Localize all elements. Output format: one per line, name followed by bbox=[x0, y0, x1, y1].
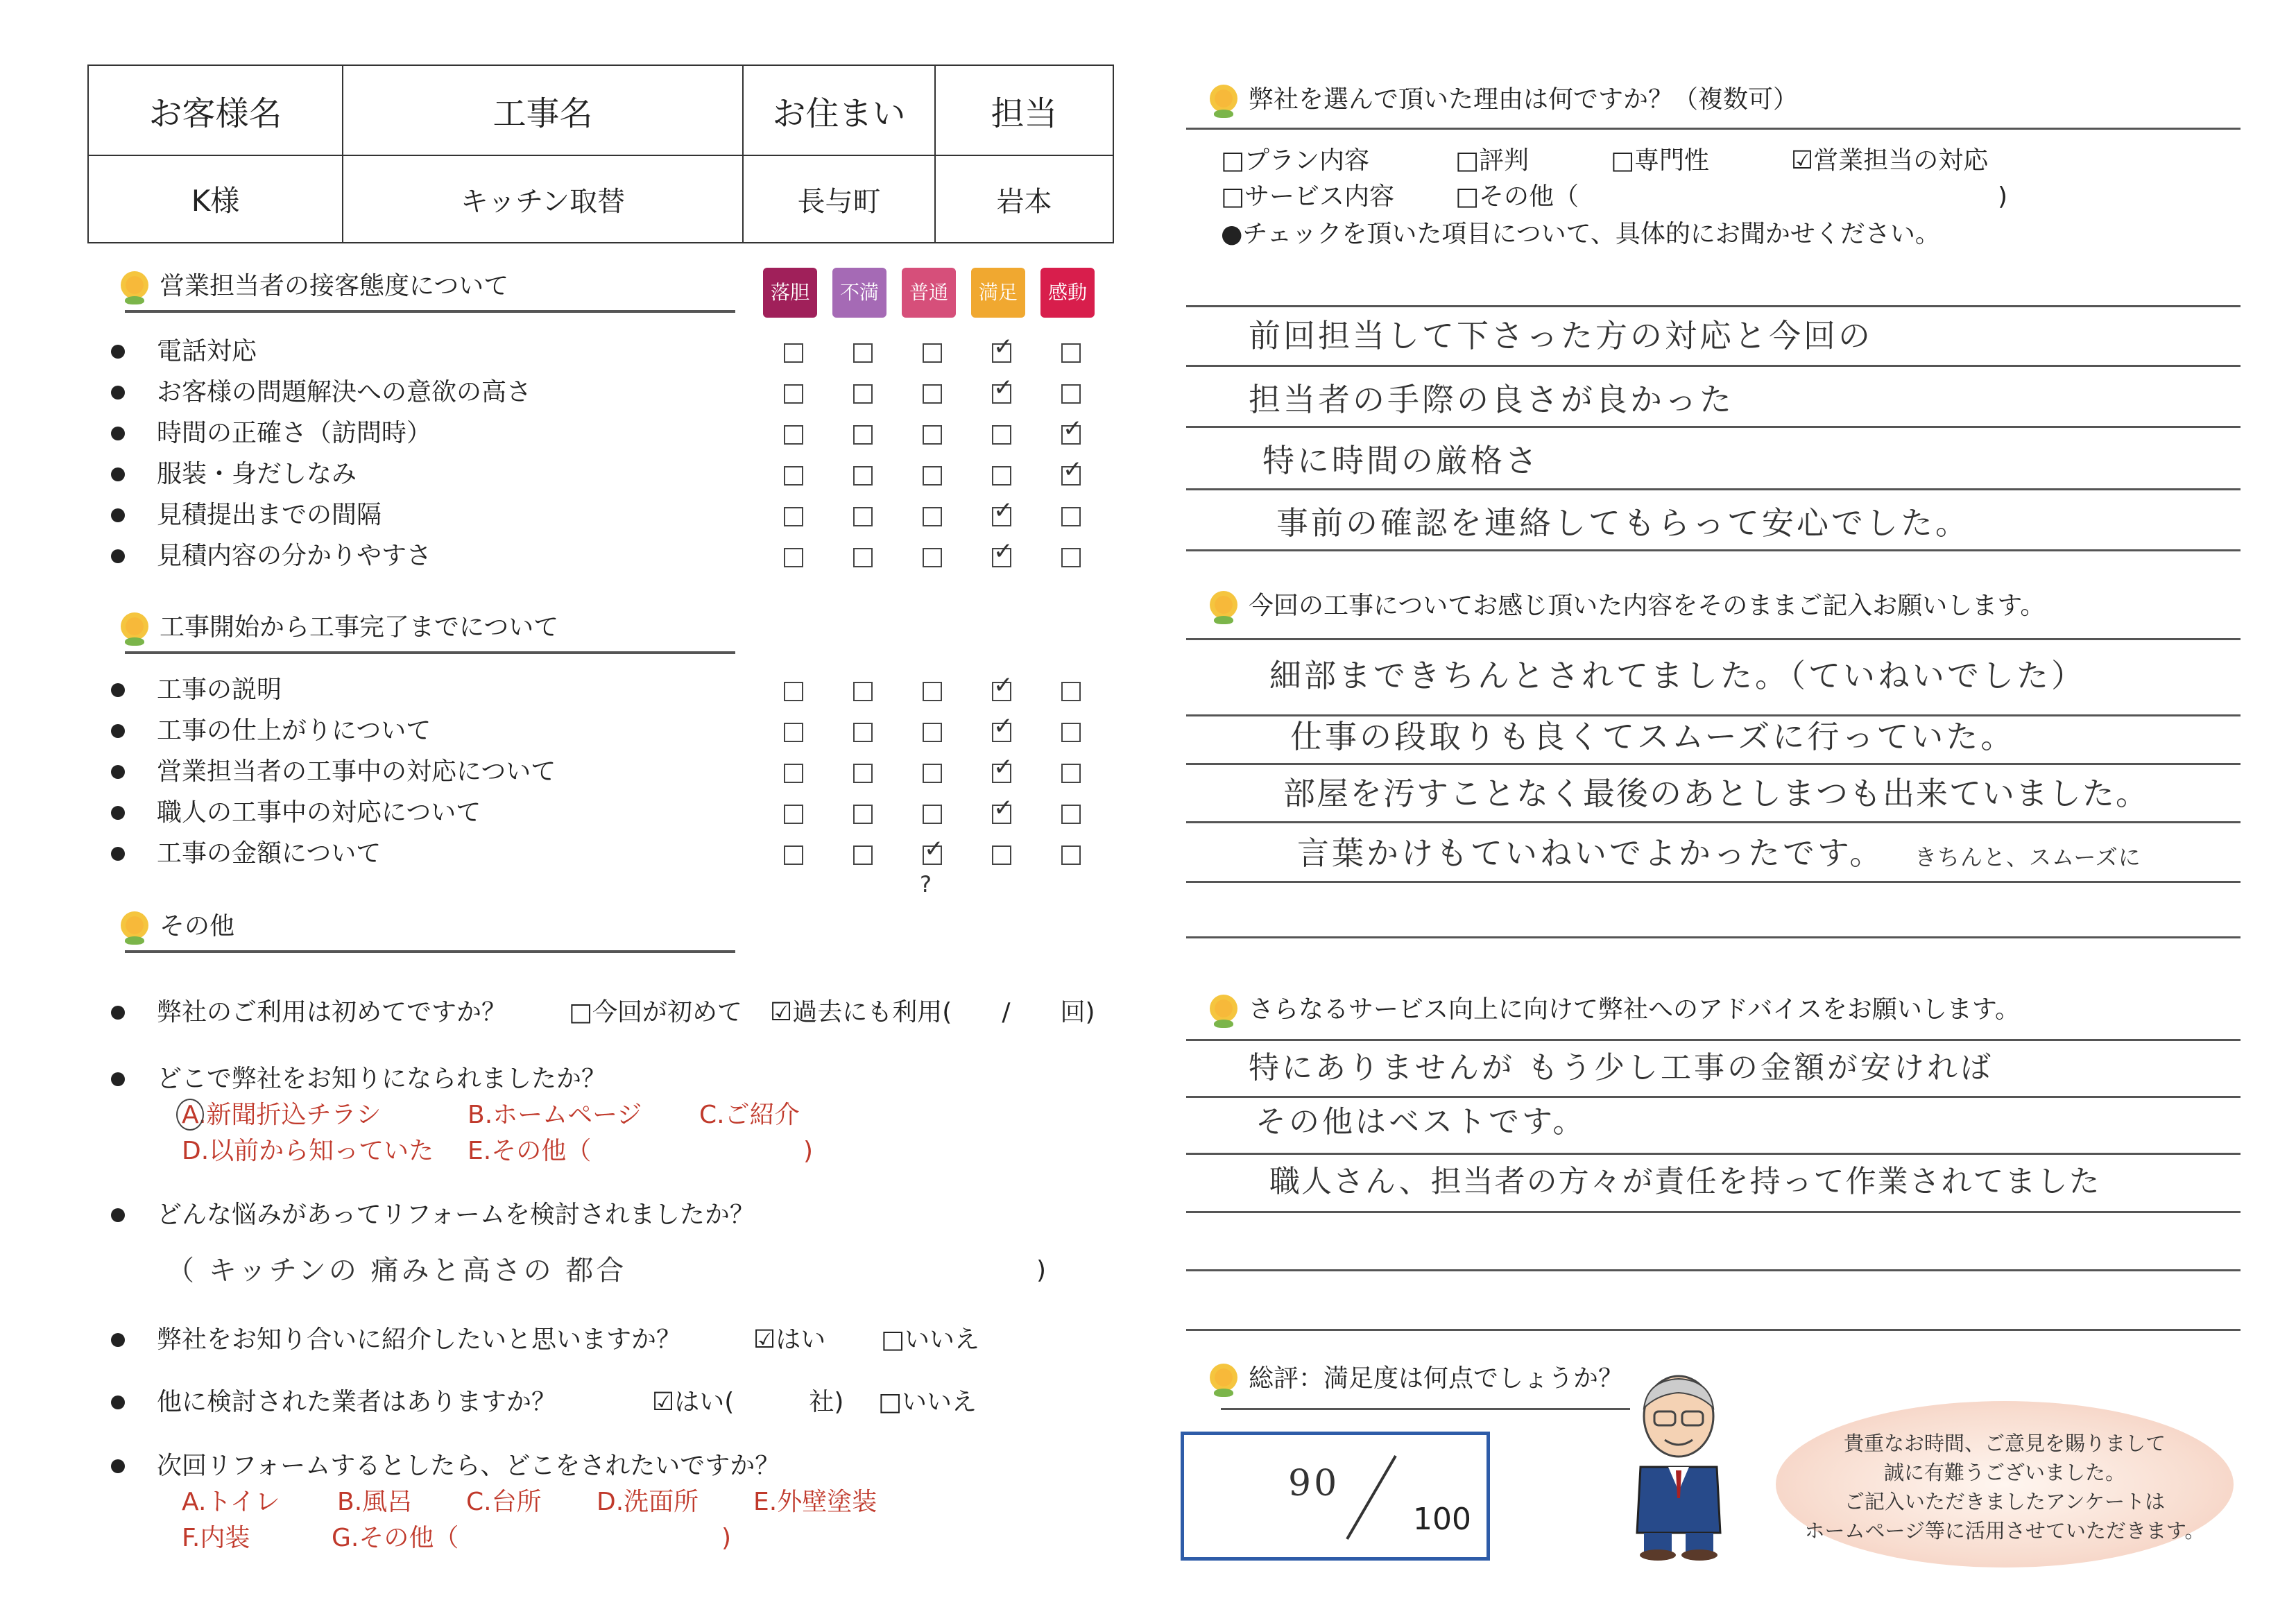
flower-icon bbox=[1207, 83, 1240, 117]
section-title: 総評：満足度は何点でしょうか？ bbox=[1249, 1364, 1624, 1393]
check-mark-icon: ✓ bbox=[993, 374, 1013, 402]
rating-checkbox[interactable] bbox=[784, 723, 803, 742]
q3-text: どんな悩みがあってリフォームを検討されましたか？ bbox=[157, 1201, 755, 1229]
reason-other-close: ) bbox=[1998, 182, 2008, 211]
rule bbox=[1186, 549, 2241, 551]
rule bbox=[1186, 936, 2241, 938]
rule bbox=[1186, 1153, 2241, 1155]
bullet bbox=[111, 549, 125, 563]
rating-checkbox[interactable] bbox=[853, 384, 873, 404]
q3-close: ) bbox=[1036, 1256, 1047, 1285]
rating-checkbox[interactable] bbox=[923, 425, 942, 445]
check-mark-icon: ✓ bbox=[993, 794, 1013, 822]
rating-checkbox[interactable] bbox=[784, 805, 803, 824]
q4-text: 弊社をお知り合いに紹介したいと思いますか？ bbox=[157, 1325, 682, 1354]
rating-checkbox[interactable] bbox=[923, 548, 942, 567]
impression-insert: きちんと、スムーズに bbox=[1914, 844, 2141, 870]
check-mark-icon: ✓ bbox=[993, 497, 1013, 524]
header-staff: 担当 bbox=[935, 65, 1113, 155]
q3-answer: （ キッチンの 痛みと高さの 都合 bbox=[166, 1255, 627, 1287]
score-value: 90 bbox=[1288, 1463, 1340, 1504]
q1-option-first[interactable]: □今回が初めて bbox=[569, 998, 743, 1027]
rating-checkbox[interactable] bbox=[992, 845, 1011, 865]
reason-plan[interactable]: □プラン内容 bbox=[1221, 146, 1370, 175]
rating-badge-3: 普通 bbox=[902, 268, 956, 318]
rating-checkbox[interactable] bbox=[784, 548, 803, 567]
thanks-line-4: ホームページ等に活用させていただきます。 bbox=[1804, 1519, 2205, 1543]
flower-icon bbox=[118, 910, 151, 943]
bullet bbox=[111, 1006, 125, 1020]
section-score-header bbox=[1207, 1359, 1651, 1401]
q6-option-g-close: ) bbox=[721, 1524, 732, 1552]
check-mark-icon: ✓ bbox=[993, 753, 1013, 781]
rating-checkbox[interactable] bbox=[1061, 343, 1081, 363]
rating-checkbox[interactable] bbox=[923, 764, 942, 783]
q6-option-g[interactable]: G.その他（ bbox=[332, 1524, 459, 1552]
rule bbox=[1186, 881, 2241, 883]
rating-badge-4: 満足 bbox=[971, 268, 1025, 318]
rating-checkbox[interactable] bbox=[853, 764, 873, 783]
rating-item-label: 工事の金額について bbox=[157, 839, 382, 868]
rating-item-label: 工事の仕上がりについて bbox=[157, 716, 431, 745]
reason-sales-response[interactable]: ☑営業担当の対応 bbox=[1791, 146, 1989, 175]
reason-answer-1: 前回担当して下さった方の対応と今回の bbox=[1249, 317, 1873, 354]
rating-checkbox[interactable] bbox=[784, 425, 803, 445]
section-title: 営業担当者の接客態度について bbox=[160, 272, 509, 300]
rating-checkbox[interactable] bbox=[853, 466, 873, 486]
rating-checkbox[interactable] bbox=[853, 425, 873, 445]
selected-circle bbox=[176, 1099, 204, 1131]
rating-item-label: 時間の正確さ（訪問時） bbox=[157, 419, 432, 447]
rating-checkbox[interactable] bbox=[923, 466, 942, 486]
q1-text: 弊社のご利用は初めてですか？ bbox=[157, 998, 507, 1027]
reason-note: ●チェックを頂いた項目について、具体的にお聞かせください。 bbox=[1221, 220, 1940, 248]
rating-checkbox[interactable] bbox=[784, 384, 803, 404]
rating-checkbox[interactable] bbox=[992, 466, 1011, 486]
q2-option-e-close: ) bbox=[803, 1137, 814, 1165]
rating-checkbox[interactable] bbox=[853, 343, 873, 363]
bullet bbox=[111, 345, 125, 359]
rule bbox=[1186, 1096, 2241, 1098]
section-title: 工事開始から工事完了までについて bbox=[160, 613, 559, 642]
rating-checkbox[interactable] bbox=[923, 384, 942, 404]
flower-icon bbox=[118, 270, 151, 303]
rating-checkbox[interactable] bbox=[1061, 548, 1081, 567]
section-other-header bbox=[118, 907, 742, 949]
reason-answer-2: 担当者の手際の良さが良かった bbox=[1249, 381, 1734, 418]
impression-answer-3: 部屋を汚すことなく最後のあとしまつも出来ていました。 bbox=[1283, 775, 2149, 812]
section-title: 今回の工事についてお感じ頂いた内容をそのままご記入お願いします。 bbox=[1249, 592, 2046, 620]
flower-icon bbox=[1207, 993, 1240, 1027]
rating-checkbox[interactable] bbox=[923, 723, 942, 742]
customer-name: K様 bbox=[88, 155, 343, 243]
bullet bbox=[111, 467, 125, 481]
rule bbox=[1186, 714, 2241, 716]
reason-service[interactable]: □サービス内容 bbox=[1221, 182, 1395, 211]
q5-yes[interactable]: ☑はい( 社) bbox=[652, 1388, 844, 1416]
rule bbox=[1186, 305, 2241, 307]
q6-text: 次回リフォームするとしたら、どこをされたいですか？ bbox=[157, 1452, 780, 1480]
section-title: その他 bbox=[160, 912, 235, 941]
rating-checkbox[interactable] bbox=[853, 723, 873, 742]
q2-option-c[interactable]: C.ご紹介 bbox=[699, 1101, 800, 1129]
impression-answer-2: 仕事の段取りも良くてスムーズに行っていた。 bbox=[1290, 718, 2016, 755]
header-residence: お住まい bbox=[743, 65, 935, 155]
rating-checkbox[interactable] bbox=[853, 548, 873, 567]
reason-expertise[interactable]: □専門性 bbox=[1611, 146, 1710, 175]
q2-text: どこで弊社をお知りになられましたか？ bbox=[157, 1065, 607, 1093]
section-reception-header bbox=[118, 267, 742, 309]
rule bbox=[1186, 488, 2241, 490]
rating-checkbox[interactable] bbox=[1061, 764, 1081, 783]
score-max: 100 bbox=[1413, 1502, 1471, 1537]
q5-text: 他に検討された業者はありますか？ bbox=[157, 1388, 557, 1416]
advice-answer-1: 特にありませんが もう少し工事の金額が安ければ bbox=[1249, 1050, 1994, 1085]
bullet bbox=[111, 847, 125, 861]
flower-icon bbox=[118, 611, 151, 644]
rating-checkbox[interactable] bbox=[784, 845, 803, 865]
rating-item-label: 見積提出までの間隔 bbox=[157, 501, 382, 529]
rating-item-label: 職人の工事中の対応について bbox=[157, 798, 481, 827]
rating-checkbox[interactable] bbox=[923, 343, 942, 363]
rating-checkbox[interactable] bbox=[784, 507, 803, 526]
header-customer: お客様名 bbox=[88, 65, 343, 155]
rating-checkbox[interactable] bbox=[992, 425, 1011, 445]
rating-item-label: 工事の説明 bbox=[157, 676, 282, 704]
check-mark-icon: ✓ bbox=[924, 835, 944, 863]
rule bbox=[1186, 1211, 2241, 1213]
rule bbox=[1186, 1329, 2241, 1331]
rating-badge-1: 落胆 bbox=[763, 268, 817, 318]
rating-checkbox[interactable] bbox=[784, 682, 803, 701]
bullet bbox=[111, 806, 125, 820]
rating-item-label: お客様の問題解決への意欲の高さ bbox=[157, 378, 532, 406]
flower-icon bbox=[1207, 1362, 1240, 1396]
reason-answer-4: 事前の確認を連絡してもらって安心でした。 bbox=[1276, 504, 1970, 542]
q4-yes[interactable]: ☑はい bbox=[753, 1325, 826, 1354]
bullet bbox=[111, 765, 125, 779]
q5-no[interactable]: □いいえ bbox=[878, 1388, 977, 1416]
check-mark-icon: ✓ bbox=[993, 538, 1013, 565]
rating-checkbox[interactable] bbox=[923, 682, 942, 701]
rating-checkbox[interactable] bbox=[923, 805, 942, 824]
bullet bbox=[111, 508, 125, 522]
q2-option-e[interactable]: E.その他（ bbox=[468, 1137, 592, 1165]
bullet bbox=[111, 1459, 125, 1473]
rating-item-label: 見積内容の分かりやすさ bbox=[157, 542, 432, 570]
impression-answer-4: 言葉かけもていねいでよかったです。 bbox=[1297, 834, 1885, 872]
rating-checkbox[interactable] bbox=[923, 507, 942, 526]
project-name: キッチン取替 bbox=[343, 155, 743, 243]
check-mark-icon: ✓ bbox=[993, 712, 1013, 740]
rating-item-label: 服装・身だしなみ bbox=[157, 460, 357, 488]
bullet bbox=[111, 724, 125, 738]
rule bbox=[1221, 1408, 1630, 1410]
section-advice-header bbox=[1207, 990, 2234, 1032]
rule bbox=[1186, 1269, 2241, 1271]
bullet bbox=[111, 1072, 125, 1086]
rating-item-label: 営業担当者の工事中の対応について bbox=[157, 757, 556, 786]
advice-answer-2: その他はベストです。 bbox=[1256, 1104, 1586, 1140]
rule bbox=[1186, 365, 2241, 367]
rating-checkbox[interactable] bbox=[1061, 845, 1081, 865]
price-note: ? bbox=[920, 871, 932, 898]
q6-option-f[interactable]: F.内装 bbox=[182, 1524, 250, 1552]
section-impression-header bbox=[1207, 587, 2234, 628]
bullet bbox=[111, 386, 125, 400]
section-construction-header bbox=[118, 608, 742, 650]
rating-checkbox[interactable] bbox=[1061, 723, 1081, 742]
rule bbox=[1186, 426, 2241, 428]
section-reason-header bbox=[1207, 80, 2234, 122]
q2-option-d[interactable]: D.以前から知っていた bbox=[182, 1137, 434, 1165]
customer-info-table bbox=[87, 65, 1114, 243]
rating-checkbox[interactable] bbox=[1061, 384, 1081, 404]
rating-checkbox[interactable] bbox=[853, 682, 873, 701]
rating-badge-5: 感動 bbox=[1040, 268, 1095, 318]
check-mark-icon: ✓ bbox=[1063, 456, 1083, 483]
check-mark-icon: ✓ bbox=[993, 671, 1013, 699]
rating-checkbox[interactable] bbox=[853, 507, 873, 526]
q6-option-e[interactable]: E.外壁塗装 bbox=[753, 1488, 877, 1516]
section-title: さらなるサービス向上に向けて弊社へのアドバイスをお願いします。 bbox=[1249, 995, 2021, 1024]
staff-name: 岩本 bbox=[935, 155, 1113, 243]
rule bbox=[1186, 638, 2241, 640]
q6-option-a[interactable]: A.トイレ bbox=[182, 1488, 280, 1516]
score-slash bbox=[1337, 1449, 1406, 1546]
bullet bbox=[111, 1333, 125, 1347]
q4-no[interactable]: □いいえ bbox=[881, 1325, 980, 1354]
rating-checkbox[interactable] bbox=[853, 845, 873, 865]
residence: 長与町 bbox=[743, 155, 935, 243]
reason-other[interactable]: □その他（ bbox=[1455, 182, 1579, 211]
q6-option-d[interactable]: D.洗面所 bbox=[597, 1488, 699, 1516]
thanks-line-1: 貴重なお時間、ご意見を賜りまして bbox=[1843, 1432, 2166, 1455]
thanks-message bbox=[1776, 1429, 2234, 1545]
rating-checkbox[interactable] bbox=[784, 764, 803, 783]
thanks-line-3: ご記入いただきましたアンケートは bbox=[1844, 1490, 2166, 1513]
thanks-line-2: 誠に有難うございました。 bbox=[1883, 1461, 2125, 1484]
header-project: 工事名 bbox=[343, 65, 743, 155]
rating-checkbox[interactable] bbox=[784, 466, 803, 486]
bullet bbox=[111, 683, 125, 697]
bullet bbox=[111, 1208, 125, 1222]
rating-checkbox[interactable] bbox=[784, 343, 803, 363]
rule bbox=[1186, 128, 2241, 130]
q6-option-b[interactable]: B.風呂 bbox=[337, 1488, 413, 1516]
rating-badge-2: 不満 bbox=[832, 268, 886, 318]
rating-item-label: 電話対応 bbox=[157, 337, 257, 366]
reason-reputation[interactable]: □評判 bbox=[1455, 146, 1530, 175]
check-mark-icon: ✓ bbox=[1063, 415, 1083, 443]
q6-option-c[interactable]: C.台所 bbox=[466, 1488, 542, 1516]
rule bbox=[1186, 1039, 2241, 1041]
rating-checkbox[interactable] bbox=[1061, 682, 1081, 701]
rating-checkbox[interactable] bbox=[1061, 507, 1081, 526]
advice-answer-3: 職人さん、担当者の方々が責任を持って作業されてました bbox=[1269, 1164, 2101, 1199]
impression-answer-1: 細部まできちんとされてました。（ていねいでした） bbox=[1269, 657, 2086, 694]
mascot-illustration bbox=[1616, 1373, 1741, 1561]
score-box bbox=[1181, 1432, 1490, 1561]
check-mark-icon: ✓ bbox=[993, 333, 1013, 361]
rule bbox=[1186, 763, 2241, 765]
rating-checkbox[interactable] bbox=[1061, 805, 1081, 824]
flower-icon bbox=[1207, 590, 1240, 623]
rating-checkbox[interactable] bbox=[853, 805, 873, 824]
q2-option-b[interactable]: B.ホームページ bbox=[468, 1101, 642, 1129]
q2-option-a[interactable]: A.新聞折込チラシ bbox=[182, 1101, 382, 1129]
rule bbox=[1186, 821, 2241, 823]
section-title: 弊社を選んで頂いた理由は何ですか？（複数可） bbox=[1249, 85, 1799, 114]
bullet bbox=[111, 427, 125, 440]
q1-option-past[interactable]: ☑過去にも利用( / 回) bbox=[770, 998, 1095, 1027]
bullet bbox=[111, 1396, 125, 1409]
reason-answer-3: 特に時間の厳格さ bbox=[1262, 442, 1540, 479]
